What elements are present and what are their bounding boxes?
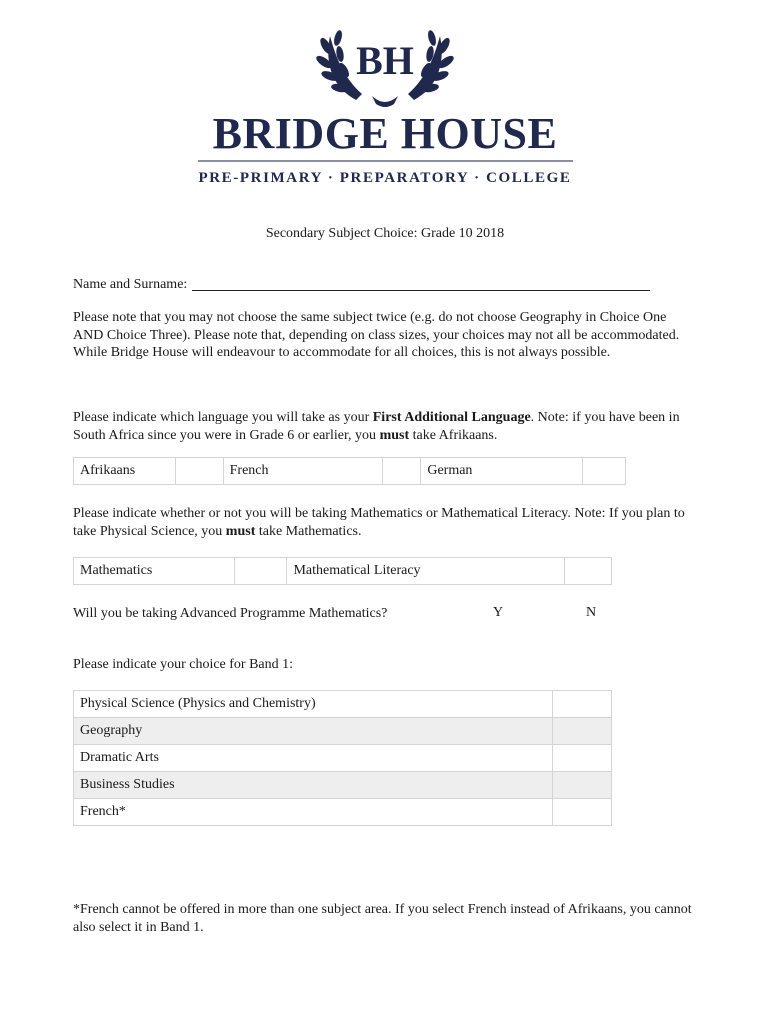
band1-option-label: French* xyxy=(74,799,553,826)
band1-row xyxy=(74,799,612,826)
logo-monogram: BH xyxy=(356,38,414,83)
band1-row xyxy=(74,745,612,772)
language-prompt-text-a: Please indicate which language you will take as your xyxy=(73,410,373,425)
language-choice-row xyxy=(74,458,626,485)
advanced-maths-no[interactable]: N xyxy=(586,605,597,620)
band1-choice-table xyxy=(73,690,612,826)
band1-prompt: Please indicate your choice for Band 1: xyxy=(73,657,294,672)
advanced-maths-yes[interactable]: Y xyxy=(493,605,504,620)
mathematics-option-checkbox[interactable] xyxy=(564,558,611,585)
language-option-checkbox[interactable] xyxy=(382,458,421,485)
form-title: Secondary Subject Choice: Grade 10 2018 xyxy=(265,226,505,241)
language-prompt-text-c: take Afrikaans. xyxy=(409,427,498,443)
language-choice-table xyxy=(73,457,626,485)
band1-option-checkbox[interactable] xyxy=(553,799,612,826)
language-prompt-bold: First Additional Language xyxy=(372,410,531,425)
mathematics-choice-row xyxy=(74,558,612,585)
band1-option-label: Dramatic Arts xyxy=(74,745,553,772)
advanced-maths-question: Will you be taking Advanced Programme Mathematics? xyxy=(73,606,388,621)
name-field-row xyxy=(73,276,650,294)
language-prompt-text-b: . Note: if you have been in South Africa since you were in Grade 6 or earlier, you xyxy=(73,410,680,443)
school-tagline: PRE-PRIMARY · PREPARATORY · COLLEGE xyxy=(198,170,572,186)
band1-option-label: Business Studies xyxy=(74,772,553,799)
band1-row xyxy=(74,718,612,745)
name-input-line[interactable] xyxy=(192,276,650,291)
name-label: Name and Surname: xyxy=(73,277,188,292)
band1-option-checkbox[interactable] xyxy=(553,745,612,772)
band1-option-checkbox[interactable] xyxy=(553,718,612,745)
band1-option-checkbox[interactable] xyxy=(553,772,612,799)
mathematics-prompt xyxy=(73,505,693,540)
mathematics-option-label: Mathematics xyxy=(74,558,235,585)
language-option-checkbox[interactable] xyxy=(582,458,625,485)
language-option-label: German xyxy=(421,458,582,485)
language-option-label: French xyxy=(223,458,382,485)
band1-option-label: Geography xyxy=(74,718,553,745)
band1-option-checkbox[interactable] xyxy=(553,691,612,718)
mathematics-prompt-must: must xyxy=(225,523,256,539)
band1-row xyxy=(74,691,612,718)
school-crest-logo xyxy=(316,18,454,108)
band1-option-label: Physical Science (Physics and Chemistry) xyxy=(74,691,553,718)
intro-note: Please note that you may not choose the same subject twice (e.g. do not choose Geography in Choice One AND Choice Three). Please note that, depending on class sizes, your choices may not all be accommodated. While Bridge House will endeavour to accommodate for all choices, this is not always possible. xyxy=(73,310,680,360)
mathematics-choice-table xyxy=(73,557,612,585)
language-prompt-must: must xyxy=(379,427,410,443)
language-prompt xyxy=(73,409,693,444)
mathematics-option-label: Mathematical Literacy xyxy=(287,558,564,585)
language-option-label: Afrikaans xyxy=(74,458,176,485)
mathematics-prompt-text-b: take Mathematics. xyxy=(255,523,362,539)
language-option-checkbox[interactable] xyxy=(175,458,223,485)
logo-divider xyxy=(198,160,573,162)
mathematics-prompt-text-a: Please indicate whether or not you will be taking Mathematics or Mathematical Literacy. Note: If you plan to take Physical Science, you xyxy=(73,506,685,539)
school-name: BRIDGE HOUSE xyxy=(212,109,558,158)
french-footnote: *French cannot be offered in more than one subject area. If you select French instead of Afrikaans, you cannot also select it in Band 1. xyxy=(73,902,692,935)
mathematics-option-checkbox[interactable] xyxy=(235,558,287,585)
band1-row xyxy=(74,772,612,799)
